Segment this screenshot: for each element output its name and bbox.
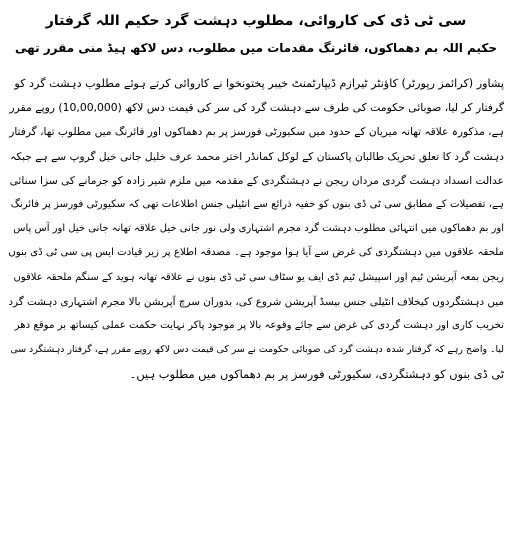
body-line: لیا۔ واضح رہے کہ گرفتار شدہ دہشت گرد کی صوبائی حکومت نے سر کی قیمت دس لاکھ روپے مقرر ہے، گرفتار دہشتگرد سی <box>10 344 504 356</box>
body-line: ملحقہ علاقوں میں دہشتگردی کی غرض سے آیا ہوا موجود ہے۔ مصدقہ اطلاع پر زیر قیادت ایس پی سی ٹی ڈی بنوں <box>8 247 504 259</box>
body-line: ہے، مذکورہ علاقہ تھانہ میریان کے حدود میں سکیورٹی فورسز پر بم دھماکوں اور فائرنگ میں مطلوب تھا، گرفتار <box>9 126 504 139</box>
body-line: ریجن بمعہ آپریشن ٹیم اور اسپیشل ٹیم ڈی ایف یو سٹاف سی ٹی ڈی بنوں نے علاقہ تھانہ ہوید کے سنگم ملحقہ علاقوں <box>13 271 504 283</box>
body-line: ٹی ڈی بنوں کو دہشتگردی، سکیورٹی فورسز پر بم دھماکوں میں مطلوب ہیں۔ <box>129 367 504 382</box>
body-line: ہے، تفصیلات کے مطابق سی ٹی ڈی بنوں کو خفیہ ذرائع سے انٹیلی جنس اطلاعات تھی کہ سکیورٹی فورسز پر فائرنگ <box>10 199 504 211</box>
body-line: تخریب کاری اور دہشت گردی کی غرض سے جائے وقوعہ بالا پر موجود پاکر نہایت حکمت عملی کیساتھ بر موقع دھر <box>14 320 504 332</box>
article-body <box>8 72 504 387</box>
body-line: پشاور (کرائمز رپورٹر) کاؤنٹر ٹیرازم ڈیپارٹمنٹ خیبر پختونخوا نے کاروائی کرتے ہوئے مطلوب دہشت گرد کو <box>14 77 504 90</box>
body-line: اور بم دھماکوں میں انتہائی مطلوب دہشت گرد مجرم اشتہاری ولی نور جانی خیل علاقہ تھانہ جانی خیل اور آس پاس <box>13 223 504 235</box>
headline: سی ٹی ڈی کی کاروائی، مطلوب دہشت گرد حکیم اللہ گرفتار <box>45 13 467 29</box>
body-line: میں دہشتگردوں کیخلاف انٹیلی جنس بیسڈ آپریشن شروع کی، بدوران سرچ آپریشن بالا مجرم اشتہاری دہشت گرد <box>8 295 504 308</box>
body-line: دہشت گرد کا تعلق تحریک طالبان پاکستان کے لوکل کمانڈر اختر محمد عرف خلیل جانی خیل گروپ سے ہے جبکہ <box>10 150 504 163</box>
body-line: گرفتار کر لیا، صوبائی حکومت کی طرف سے دہشت گرد کی سر کی قیمت دس لاکھ (10,00,000) روپے مقرر <box>9 101 504 115</box>
subheadline: حکیم اللہ بم دھماکوں، فائرنگ مقدمات میں مطلوب، دس لاکھ ہیڈ منی مقرر تھی <box>15 41 497 55</box>
body-line: عدالت انسداد دہشت گردی مردان ریجن نے دہشتگردی کے مقدمہ میں ملزم شیر زادہ کو جرمانے کی سزا سنائی <box>9 174 504 187</box>
